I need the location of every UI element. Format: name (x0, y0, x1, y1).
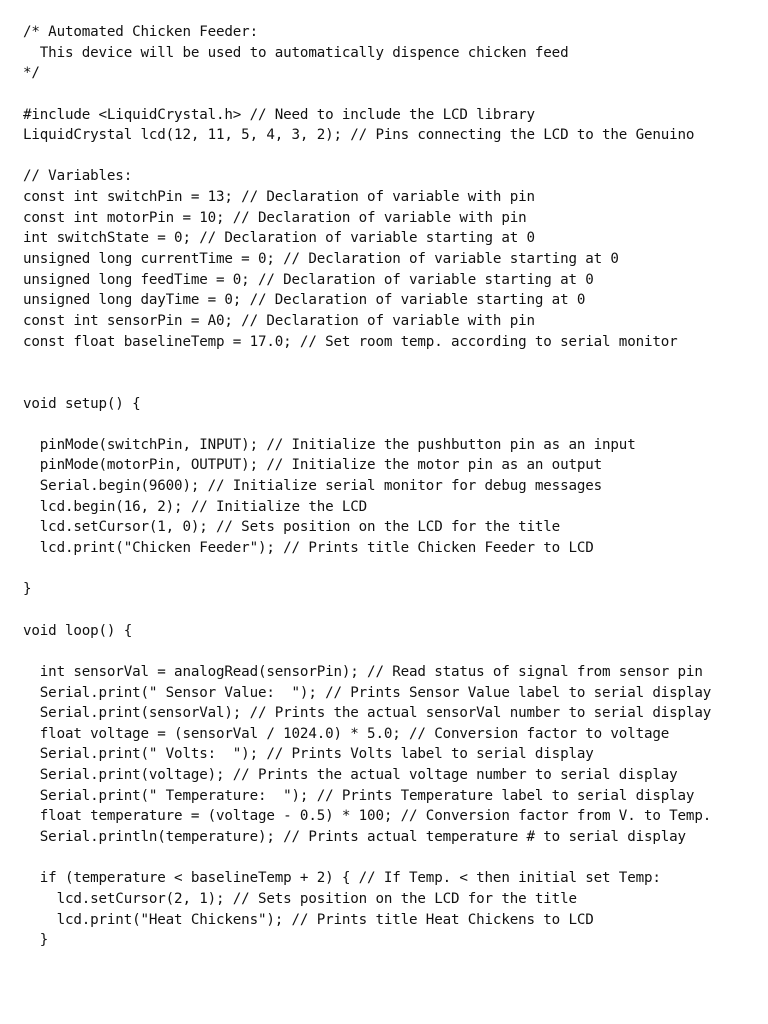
code-line: lcd.print("Chicken Feeder"); // Prints title Chicken Feeder to LCD (23, 540, 594, 557)
code-line: lcd.setCursor(1, 0); // Sets position on the LCD for the title (23, 519, 561, 536)
code-line: float temperature = (voltage - 0.5) * 100; // Conversion factor from V. to Temp. (23, 808, 712, 825)
code-line: LiquidCrystal lcd(12, 11, 5, 4, 3, 2); // Pins connecting the LCD to the Genuino (23, 127, 695, 144)
code-line: Serial.print(" Sensor Value: "); // Prints Sensor Value label to serial display (23, 684, 712, 701)
code-line: Serial.println(temperature); // Prints actual temperature # to serial display (23, 828, 686, 845)
code-line: */ (23, 65, 40, 82)
code-line: #include <LiquidCrystal.h> // Need to include the LCD library (23, 106, 535, 123)
code-line (23, 641, 711, 662)
code-line: void loop() { (23, 622, 133, 639)
code-line: const int motorPin = 10; // Declaration of variable with pin (23, 209, 527, 226)
code-line: lcd.begin(16, 2); // Initialize the LCD (23, 498, 368, 515)
code-line: const int switchPin = 13; // Declaration of variable with pin (23, 189, 535, 206)
code-line: Serial.print(" Volts: "); // Prints Volts label to serial display (23, 746, 594, 763)
code-line: Serial.print(" Temperature: "); // Prints Temperature label to serial display (23, 787, 695, 804)
code-line (23, 414, 711, 435)
code-listing (23, 22, 711, 951)
code-line (23, 373, 711, 394)
code-line: const float baselineTemp = 17.0; // Set room temp. according to serial monitor (23, 333, 678, 350)
code-line: } (23, 932, 49, 949)
code-line (23, 848, 711, 869)
code-line: int switchState = 0; // Declaration of variable starting at 0 (23, 230, 535, 247)
code-line: Serial.print(sensorVal); // Prints the actual sensorVal number to serial display (23, 705, 712, 722)
code-line: int sensorVal = analogRead(sensorPin); // Read status of signal from sensor pin (23, 663, 703, 680)
code-line (23, 352, 711, 373)
code-line: pinMode(motorPin, OUTPUT); // Initialize the motor pin as an output (23, 457, 603, 474)
code-line: } (23, 581, 32, 598)
code-line: This device will be used to automatically dispence chicken feed (23, 44, 569, 61)
code-line: pinMode(switchPin, INPUT); // Initialize the pushbutton pin as an input (23, 436, 636, 453)
code-line: /* Automated Chicken Feeder: (23, 24, 258, 40)
code-line: unsigned long feedTime = 0; // Declaration of variable starting at 0 (23, 271, 594, 288)
code-line (23, 146, 711, 167)
code-line: lcd.setCursor(2, 1); // Sets position on the LCD for the title (23, 890, 577, 907)
code-line: unsigned long currentTime = 0; // Declaration of variable starting at 0 (23, 251, 619, 268)
code-line (23, 559, 711, 580)
code-line: lcd.print("Heat Chickens"); // Prints title Heat Chickens to LCD (23, 911, 594, 928)
code-line: if (temperature < baselineTemp + 2) { // If Temp. < then initial set Temp: (23, 870, 661, 887)
code-line: float voltage = (sensorVal / 1024.0) * 5.0; // Conversion factor to voltage (23, 725, 670, 742)
code-line (23, 84, 711, 105)
code-line: void setup() { (23, 395, 141, 412)
code-line: unsigned long dayTime = 0; // Declaration of variable starting at 0 (23, 292, 586, 309)
code-line (23, 600, 711, 621)
code-line: Serial.print(voltage); // Prints the actual voltage number to serial display (23, 767, 678, 784)
code-line: Serial.begin(9600); // Initialize serial monitor for debug messages (23, 478, 603, 495)
code-line: const int sensorPin = A0; // Declaration of variable with pin (23, 312, 535, 329)
code-line: // Variables: (23, 168, 133, 185)
